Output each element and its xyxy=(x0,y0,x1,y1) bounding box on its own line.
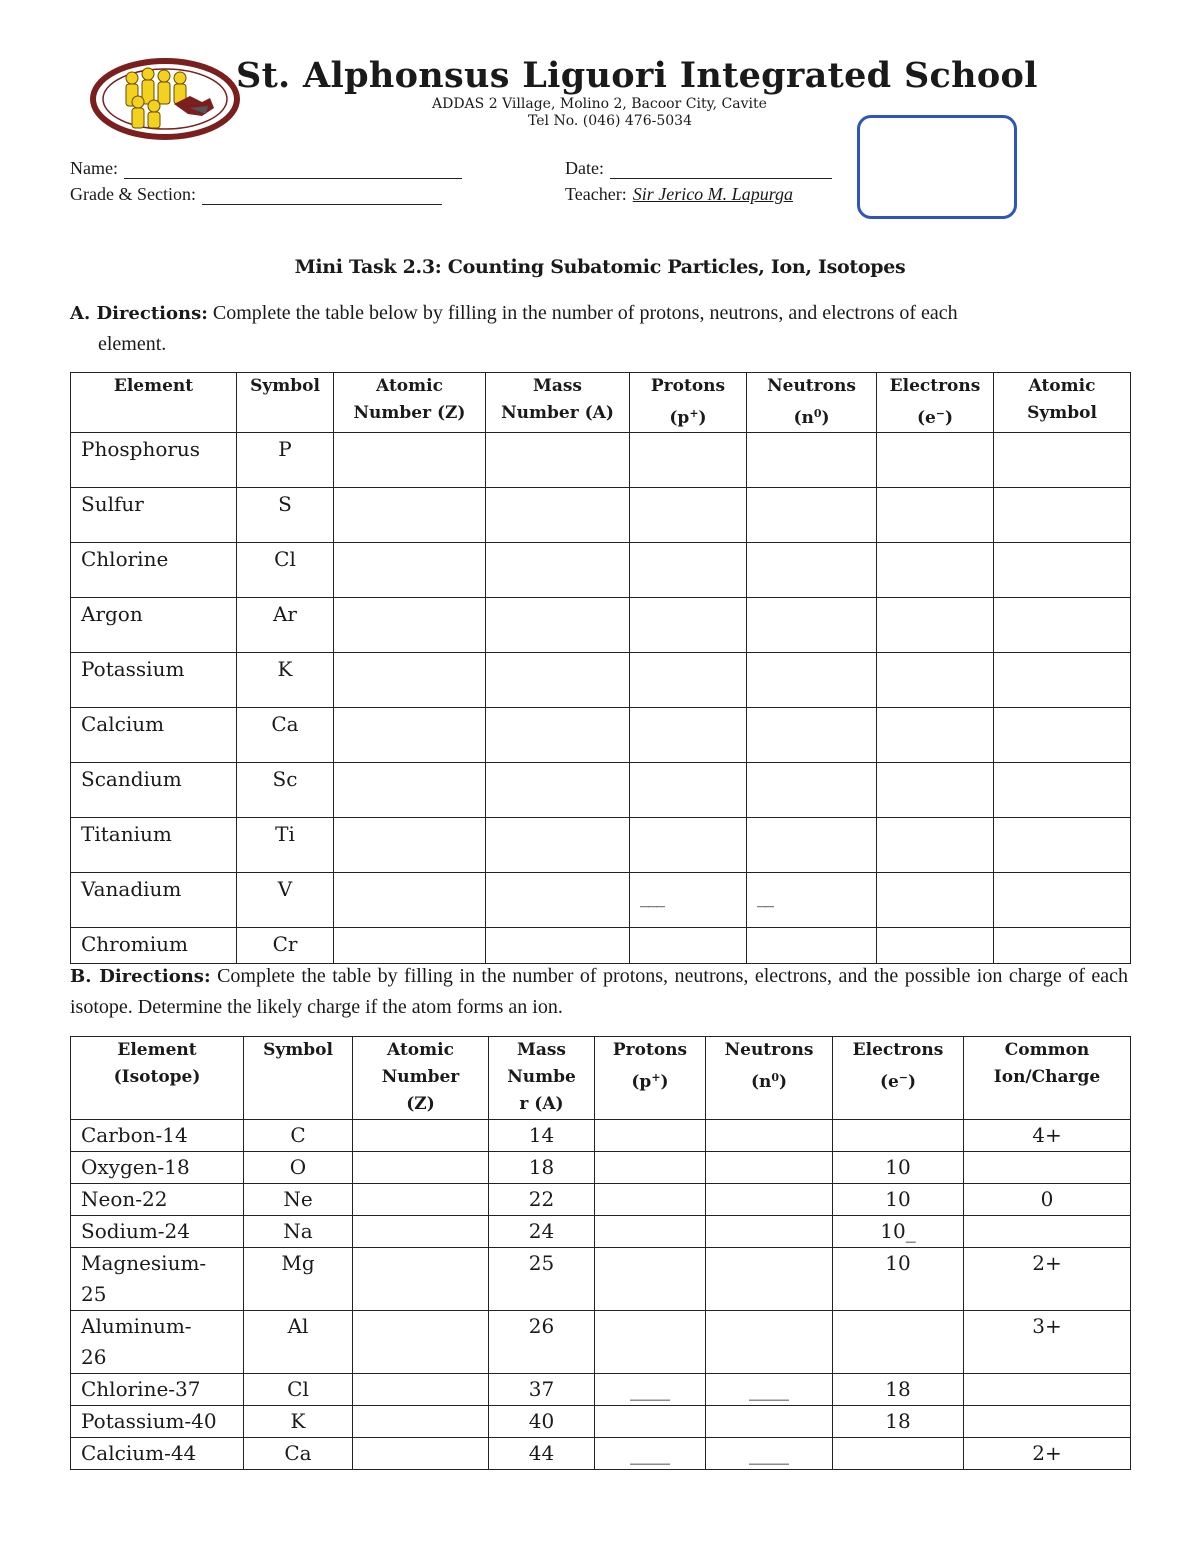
header-common-ion: Common Ion/Charge xyxy=(964,1037,1131,1120)
table-row xyxy=(71,1216,1131,1248)
mass-number-cell: 14 xyxy=(489,1120,595,1152)
section-a-text-2: element. xyxy=(98,333,167,355)
table-row xyxy=(71,708,1131,763)
element-name-cell: Titanium xyxy=(71,818,237,873)
element-symbol-cell: Ti xyxy=(237,818,334,873)
element-name-cell: Sulfur xyxy=(71,488,237,543)
section-b-text: Complete the table by filling in the number of protons, neutrons, electrons, and the possible ion charge of each isotope. Determine the likely charge if the atom forms an ion. xyxy=(70,965,1129,1018)
table-row xyxy=(71,873,1131,928)
header-mass-number: Mass Numbe r (A) xyxy=(489,1037,595,1120)
mass-number-cell[interactable] xyxy=(486,818,630,873)
header-symbol: Symbol xyxy=(244,1037,353,1120)
table-row xyxy=(71,543,1131,598)
protons-cell[interactable] xyxy=(630,543,747,598)
electrons-cell[interactable] xyxy=(877,488,994,543)
isotope-symbol-cell: Ne xyxy=(244,1184,353,1216)
atomic-number-cell[interactable] xyxy=(334,928,486,964)
atomic-number-cell[interactable] xyxy=(353,1120,489,1152)
neutrons-cell[interactable] xyxy=(747,653,877,708)
isotope-name-cell: Potassium-40 xyxy=(71,1406,244,1438)
isotope-name-cell: Calcium-44 xyxy=(71,1438,244,1470)
protons-cell[interactable] xyxy=(595,1406,706,1438)
table-row xyxy=(71,1311,1131,1374)
header-neutrons: Neutrons $(n^0)$ xyxy=(747,373,877,433)
atomic-symbol-cell[interactable] xyxy=(994,928,1131,964)
date-field xyxy=(565,158,832,179)
answer-blank: ___ xyxy=(640,887,664,908)
neutrons-cell[interactable] xyxy=(747,433,877,488)
isotope-symbol-cell: O xyxy=(244,1152,353,1184)
atomic-number-cell[interactable] xyxy=(353,1438,489,1470)
atomic-number-cell[interactable] xyxy=(334,488,486,543)
atomic-number-cell[interactable] xyxy=(334,433,486,488)
electrons-cell[interactable] xyxy=(877,653,994,708)
atomic-symbol-cell[interactable] xyxy=(994,433,1131,488)
element-symbol-cell: P xyxy=(237,433,334,488)
element-symbol-cell: K xyxy=(237,653,334,708)
school-address: ADDAS 2 Village, Molino 2, Bacoor City, Cavite xyxy=(432,96,767,112)
atomic-number-cell[interactable] xyxy=(353,1311,489,1374)
isotope-name-cell: Magnesium- 25 xyxy=(71,1248,244,1311)
mass-number-cell: 22 xyxy=(489,1184,595,1216)
neutrons-cell[interactable] xyxy=(747,873,877,928)
header-neutrons: Neutrons $(n^0)$ xyxy=(706,1037,833,1120)
mass-number-cell[interactable] xyxy=(486,653,630,708)
neutrons-cell[interactable] xyxy=(706,1184,833,1216)
element-name-cell: Scandium xyxy=(71,763,237,818)
grade-field xyxy=(70,184,442,205)
atomic-symbol-cell[interactable] xyxy=(994,763,1131,818)
protons-cell[interactable] xyxy=(595,1120,706,1152)
section-a-directions xyxy=(70,298,1128,359)
header-atomic-number: Atomic Number (Z) xyxy=(353,1037,489,1120)
header-mass-number: Mass Number (A) xyxy=(486,373,630,433)
neutrons-cell[interactable]: ____ xyxy=(706,1438,833,1470)
table-row xyxy=(71,1120,1131,1152)
protons-cell[interactable] xyxy=(630,433,747,488)
element-symbol-cell: Cr xyxy=(237,928,334,964)
neutrons-cell[interactable] xyxy=(747,598,877,653)
electrons-cell[interactable]: 10 xyxy=(833,1184,964,1216)
neutrons-cell[interactable] xyxy=(747,708,877,763)
neutrons-cell[interactable] xyxy=(747,543,877,598)
protons-cell[interactable] xyxy=(630,598,747,653)
neutrons-cell[interactable] xyxy=(747,488,877,543)
mass-number-cell: 26 xyxy=(489,1311,595,1374)
element-name-cell: Phosphorus xyxy=(71,433,237,488)
protons-cell[interactable] xyxy=(630,488,747,543)
isotope-name-cell: Oxygen-18 xyxy=(71,1152,244,1184)
atomic-number-cell[interactable] xyxy=(334,653,486,708)
protons-cell[interactable] xyxy=(595,1184,706,1216)
table-row xyxy=(71,1374,1131,1406)
mass-number-cell[interactable] xyxy=(486,928,630,964)
mass-number-cell: 25 xyxy=(489,1248,595,1311)
table-row xyxy=(71,1248,1131,1311)
electrons-cell[interactable] xyxy=(877,928,994,964)
atomic-number-cell[interactable] xyxy=(334,818,486,873)
neutrons-cell[interactable] xyxy=(706,1216,833,1248)
protons-cell[interactable]: ____ xyxy=(595,1374,706,1406)
protons-cell[interactable] xyxy=(630,708,747,763)
protons-cell[interactable] xyxy=(630,818,747,873)
element-symbol-cell: Cl xyxy=(237,543,334,598)
atomic-number-cell[interactable] xyxy=(353,1216,489,1248)
header-atomic-symbol: Atomic Symbol xyxy=(994,373,1131,433)
electrons-cell[interactable] xyxy=(877,708,994,763)
mass-number-cell[interactable] xyxy=(486,873,630,928)
table-row xyxy=(71,1438,1131,1470)
mass-number-cell: 40 xyxy=(489,1406,595,1438)
element-name-cell: Chromium xyxy=(71,928,237,964)
charge-cell[interactable]: 2+ xyxy=(964,1248,1131,1311)
element-symbol-cell: Ar xyxy=(237,598,334,653)
electrons-cell[interactable] xyxy=(833,1311,964,1374)
teacher-name: Sir Jerico M. Lapurga xyxy=(632,184,794,204)
electrons-cell[interactable] xyxy=(877,433,994,488)
electrons-cell[interactable]: 10 xyxy=(833,1152,964,1184)
electrons-cell[interactable]: 18 xyxy=(833,1374,964,1406)
neutrons-cell[interactable]: ____ xyxy=(706,1374,833,1406)
atomic-number-cell[interactable] xyxy=(353,1152,489,1184)
neutrons-cell[interactable] xyxy=(747,928,877,964)
name-field xyxy=(70,158,462,179)
atomic-symbol-cell[interactable] xyxy=(994,708,1131,763)
date-blank[interactable] xyxy=(610,160,832,179)
grade-blank[interactable] xyxy=(202,186,442,205)
school-tel: Tel No. (046) 476-5034 xyxy=(528,113,692,129)
protons-cell[interactable] xyxy=(595,1152,706,1184)
date-label: Date: xyxy=(565,158,604,178)
electrons-cell[interactable] xyxy=(877,873,994,928)
isotope-symbol-cell: K xyxy=(244,1406,353,1438)
electrons-cell[interactable] xyxy=(877,763,994,818)
protons-cell[interactable]: ____ xyxy=(595,1438,706,1470)
mass-number-cell[interactable] xyxy=(486,433,630,488)
charge-cell[interactable]: 0 xyxy=(964,1184,1131,1216)
name-label: Name: xyxy=(70,158,118,178)
table-row xyxy=(71,598,1131,653)
mass-number-cell: 44 xyxy=(489,1438,595,1470)
charge-cell[interactable]: 3+ xyxy=(964,1311,1131,1374)
electrons-cell[interactable] xyxy=(877,598,994,653)
mass-number-cell[interactable] xyxy=(486,598,630,653)
atomic-number-cell[interactable] xyxy=(334,708,486,763)
grade-label: Grade & Section: xyxy=(70,184,196,204)
isotope-symbol-cell: Al xyxy=(244,1311,353,1374)
electrons-cell[interactable]: 10 xyxy=(833,1248,964,1311)
table-a-header xyxy=(71,373,1131,433)
neutrons-cell[interactable] xyxy=(706,1152,833,1184)
score-box[interactable] xyxy=(857,115,1017,219)
section-b-label: B. Directions: xyxy=(70,966,211,987)
neutrons-cell[interactable] xyxy=(706,1406,833,1438)
teacher-label: Teacher: xyxy=(565,184,627,204)
table-row xyxy=(71,1152,1131,1184)
table-row xyxy=(71,763,1131,818)
isotope-name-cell: Sodium-24 xyxy=(71,1216,244,1248)
table-row xyxy=(71,818,1131,873)
protons-cell[interactable] xyxy=(595,1248,706,1311)
electrons-cell[interactable]: 18 xyxy=(833,1406,964,1438)
atomic-symbol-cell[interactable] xyxy=(994,543,1131,598)
protons-cell[interactable] xyxy=(595,1216,706,1248)
atomic-number-cell[interactable] xyxy=(334,598,486,653)
element-table xyxy=(70,372,1131,964)
header-electrons: Electrons (e−) xyxy=(833,1037,964,1120)
protons-cell[interactable] xyxy=(630,928,747,964)
isotope-name-cell: Aluminum- 26 xyxy=(71,1311,244,1374)
charge-cell[interactable] xyxy=(964,1216,1131,1248)
mass-number-cell[interactable] xyxy=(486,708,630,763)
atomic-number-cell[interactable] xyxy=(353,1374,489,1406)
task-title: Mini Task 2.3: Counting Subatomic Particles, Ion, Isotopes xyxy=(294,256,906,278)
name-blank[interactable] xyxy=(124,160,462,179)
mass-number-cell: 18 xyxy=(489,1152,595,1184)
charge-cell[interactable]: 2+ xyxy=(964,1438,1131,1470)
mass-number-cell[interactable] xyxy=(486,763,630,818)
element-name-cell: Argon xyxy=(71,598,237,653)
isotope-symbol-cell: Cl xyxy=(244,1374,353,1406)
charge-cell[interactable] xyxy=(964,1374,1131,1406)
header-symbol: Symbol xyxy=(237,373,334,433)
header-electrons: Electrons (e−) xyxy=(877,373,994,433)
atomic-number-cell[interactable] xyxy=(353,1184,489,1216)
atomic-number-cell[interactable] xyxy=(334,763,486,818)
isotope-symbol-cell: Mg xyxy=(244,1248,353,1311)
neutrons-cell[interactable] xyxy=(706,1248,833,1311)
atomic-symbol-cell[interactable] xyxy=(994,818,1131,873)
atomic-number-cell[interactable] xyxy=(353,1248,489,1311)
element-name-cell: Chlorine xyxy=(71,543,237,598)
teacher-field xyxy=(565,184,793,205)
neutrons-cell[interactable] xyxy=(747,763,877,818)
electrons-cell[interactable] xyxy=(833,1120,964,1152)
header-element: Element xyxy=(71,373,237,433)
element-symbol-cell: V xyxy=(237,873,334,928)
table-row xyxy=(71,928,1131,964)
atomic-symbol-cell[interactable] xyxy=(994,873,1131,928)
table-row xyxy=(71,1184,1131,1216)
section-a-text-1: Complete the table below by filling in the number of protons, neutrons, and electrons of each xyxy=(212,302,958,324)
element-name-cell: Calcium xyxy=(71,708,237,763)
isotope-name-cell: Neon-22 xyxy=(71,1184,244,1216)
answer-blank: __ xyxy=(757,887,773,908)
element-name-cell: Potassium xyxy=(71,653,237,708)
protons-cell[interactable] xyxy=(630,873,747,928)
mass-number-cell: 24 xyxy=(489,1216,595,1248)
electrons-cell[interactable] xyxy=(833,1438,964,1470)
header-element-isotope: Element (Isotope) xyxy=(71,1037,244,1120)
table-row xyxy=(71,653,1131,708)
table-b-header xyxy=(71,1037,1131,1120)
element-symbol-cell: Ca xyxy=(237,708,334,763)
neutrons-cell[interactable] xyxy=(747,818,877,873)
element-symbol-cell: Sc xyxy=(237,763,334,818)
neutrons-cell[interactable] xyxy=(706,1311,833,1374)
electrons-cell[interactable] xyxy=(877,818,994,873)
electrons-cell[interactable] xyxy=(877,543,994,598)
section-a-label: A. Directions: xyxy=(70,303,208,324)
mass-number-cell: 37 xyxy=(489,1374,595,1406)
header-atomic-number: Atomic Number (Z) xyxy=(334,373,486,433)
element-name-cell: Vanadium xyxy=(71,873,237,928)
charge-cell[interactable]: 4+ xyxy=(964,1120,1131,1152)
charge-cell[interactable] xyxy=(964,1152,1131,1184)
atomic-symbol-cell[interactable] xyxy=(994,488,1131,543)
header-protons: Protons (p+) xyxy=(595,1037,706,1120)
mass-number-cell[interactable] xyxy=(486,543,630,598)
table-row xyxy=(71,1406,1131,1438)
isotope-name-cell: Carbon-14 xyxy=(71,1120,244,1152)
section-b-directions xyxy=(70,961,1128,1022)
header-protons: Protons (p+) xyxy=(630,373,747,433)
isotope-name-cell: Chlorine-37 xyxy=(71,1374,244,1406)
school-name: St. Alphonsus Liguori Integrated School xyxy=(236,55,1038,96)
school-logo xyxy=(90,58,240,140)
atomic-symbol-cell[interactable] xyxy=(994,653,1131,708)
protons-cell[interactable] xyxy=(595,1311,706,1374)
isotope-table xyxy=(70,1036,1131,1470)
atomic-number-cell[interactable] xyxy=(334,873,486,928)
atomic-number-cell[interactable] xyxy=(353,1406,489,1438)
table-row xyxy=(71,488,1131,543)
atomic-symbol-cell[interactable] xyxy=(994,598,1131,653)
element-symbol-cell: S xyxy=(237,488,334,543)
neutrons-cell[interactable] xyxy=(706,1120,833,1152)
protons-cell[interactable] xyxy=(630,653,747,708)
charge-cell[interactable] xyxy=(964,1406,1131,1438)
isotope-symbol-cell: Ca xyxy=(244,1438,353,1470)
isotope-symbol-cell: Na xyxy=(244,1216,353,1248)
protons-cell[interactable] xyxy=(630,763,747,818)
isotope-symbol-cell: C xyxy=(244,1120,353,1152)
mass-number-cell[interactable] xyxy=(486,488,630,543)
electrons-cell[interactable]: 10_ xyxy=(833,1216,964,1248)
table-row xyxy=(71,433,1131,488)
atomic-number-cell[interactable] xyxy=(334,543,486,598)
